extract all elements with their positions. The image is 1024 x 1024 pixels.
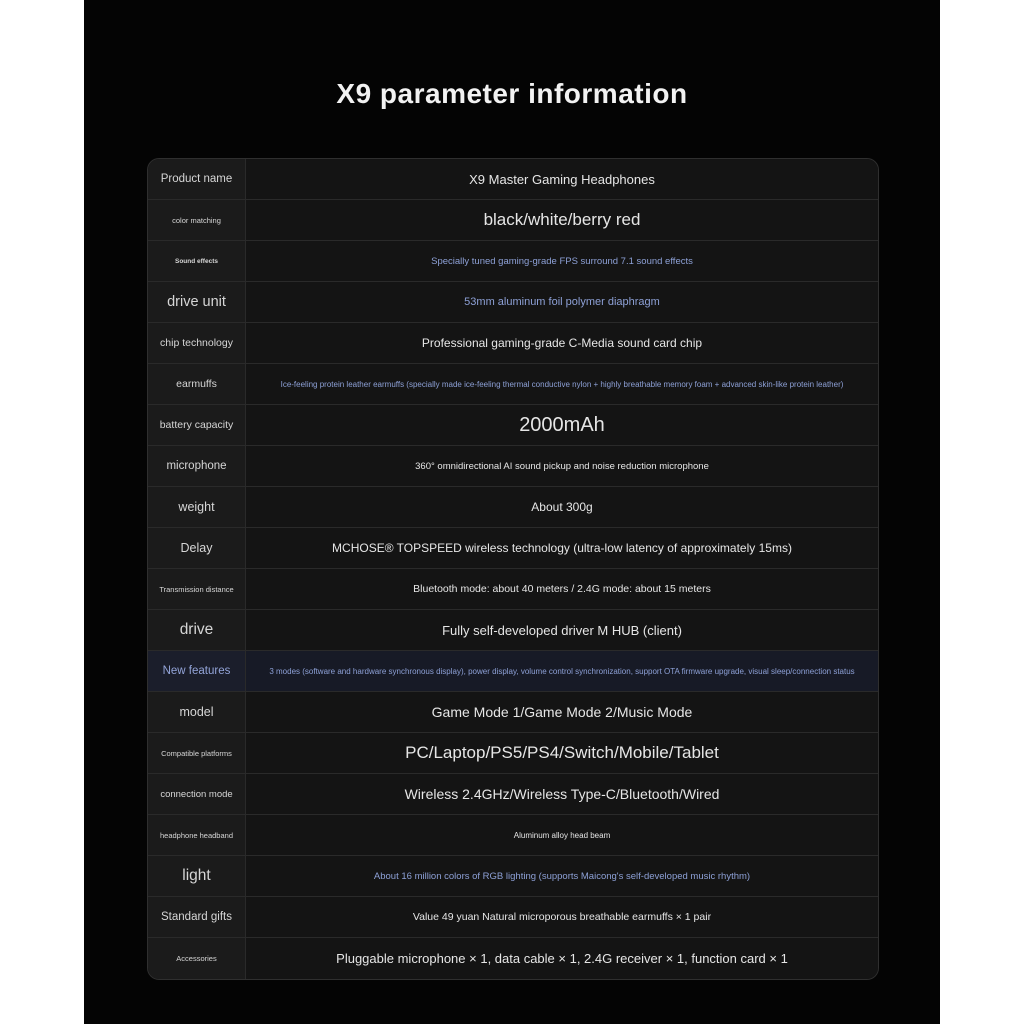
spec-value: 53mm aluminum foil polymer diaphragm bbox=[246, 282, 878, 322]
spec-value: Fully self-developed driver M HUB (client) bbox=[246, 610, 878, 650]
spec-label: chip technology bbox=[148, 323, 246, 363]
spec-label: Standard gifts bbox=[148, 897, 246, 937]
spec-label: model bbox=[148, 692, 246, 732]
row-color-matching bbox=[148, 200, 878, 241]
spec-label: battery capacity bbox=[148, 405, 246, 445]
spec-value: About 16 million colors of RGB lighting (supports Maicong's self-developed music rhythm) bbox=[246, 856, 878, 896]
spec-value: MCHOSE® TOPSPEED wireless technology (ultra-low latency of approximately 15ms) bbox=[246, 528, 878, 568]
spec-label: light bbox=[148, 856, 246, 896]
spec-value: X9 Master Gaming Headphones bbox=[246, 159, 878, 199]
spec-label: headphone headband bbox=[148, 815, 246, 855]
spec-value: Wireless 2.4GHz/Wireless Type-C/Bluetooth/Wired bbox=[246, 774, 878, 814]
spec-label: Accessories bbox=[148, 938, 246, 979]
spec-label: drive unit bbox=[148, 282, 246, 322]
row-headphone-headband bbox=[148, 815, 878, 856]
spec-label: Transmission distance bbox=[148, 569, 246, 609]
spec-label: New features bbox=[148, 651, 246, 691]
row-light bbox=[148, 856, 878, 897]
row-connection-mode bbox=[148, 774, 878, 815]
spec-value: 360° omnidirectional AI sound pickup and noise reduction microphone bbox=[246, 446, 878, 486]
row-product-name bbox=[148, 159, 878, 200]
row-compatible-platforms bbox=[148, 733, 878, 774]
spec-label: microphone bbox=[148, 446, 246, 486]
spec-value: PC/Laptop/PS5/PS4/Switch/Mobile/Tablet bbox=[246, 733, 878, 773]
spec-table bbox=[147, 158, 879, 980]
row-new-features bbox=[148, 651, 878, 692]
spec-label: drive bbox=[148, 610, 246, 650]
spec-label: connection mode bbox=[148, 774, 246, 814]
spec-value: black/white/berry red bbox=[246, 200, 878, 240]
row-chip-technology bbox=[148, 323, 878, 364]
row-model bbox=[148, 692, 878, 733]
spec-value: Specially tuned gaming-grade FPS surround 7.1 sound effects bbox=[246, 241, 878, 281]
spec-label: Delay bbox=[148, 528, 246, 568]
spec-value: 2000mAh bbox=[246, 405, 878, 445]
row-accessories bbox=[148, 938, 878, 979]
spec-label: Sound effects bbox=[148, 241, 246, 281]
row-sound-effects bbox=[148, 241, 878, 282]
spec-label: Product name bbox=[148, 159, 246, 199]
spec-value: Bluetooth mode: about 40 meters / 2.4G mode: about 15 meters bbox=[246, 569, 878, 609]
row-transmission-distance bbox=[148, 569, 878, 610]
spec-value: Ice-feeling protein leather earmuffs (specially made ice-feeling thermal conductive nylon + highly breathable memory foam + advanced skin-like protein leather) bbox=[246, 364, 878, 404]
row-battery-capacity bbox=[148, 405, 878, 446]
spec-value: Pluggable microphone × 1, data cable × 1, 2.4G receiver × 1, function card × 1 bbox=[246, 938, 878, 979]
row-drive-unit bbox=[148, 282, 878, 323]
spec-value: Aluminum alloy head beam bbox=[246, 815, 878, 855]
spec-label: earmuffs bbox=[148, 364, 246, 404]
spec-value: Value 49 yuan Natural microporous breathable earmuffs × 1 pair bbox=[246, 897, 878, 937]
row-drive bbox=[148, 610, 878, 651]
row-standard-gifts bbox=[148, 897, 878, 938]
spec-value: Professional gaming-grade C-Media sound card chip bbox=[246, 323, 878, 363]
spec-value: About 300g bbox=[246, 487, 878, 527]
product-info-panel bbox=[84, 0, 940, 1024]
spec-label: color matching bbox=[148, 200, 246, 240]
spec-value: Game Mode 1/Game Mode 2/Music Mode bbox=[246, 692, 878, 732]
row-earmuffs bbox=[148, 364, 878, 405]
spec-value: 3 modes (software and hardware synchronous display), power display, volume control synchronization, support OTA firmware upgrade, visual sleep/connection status bbox=[246, 651, 878, 691]
spec-label: Compatible platforms bbox=[148, 733, 246, 773]
row-weight bbox=[148, 487, 878, 528]
page-title: X9 parameter information bbox=[336, 78, 688, 109]
spec-label: weight bbox=[148, 487, 246, 527]
row-microphone bbox=[148, 446, 878, 487]
row-delay bbox=[148, 528, 878, 569]
